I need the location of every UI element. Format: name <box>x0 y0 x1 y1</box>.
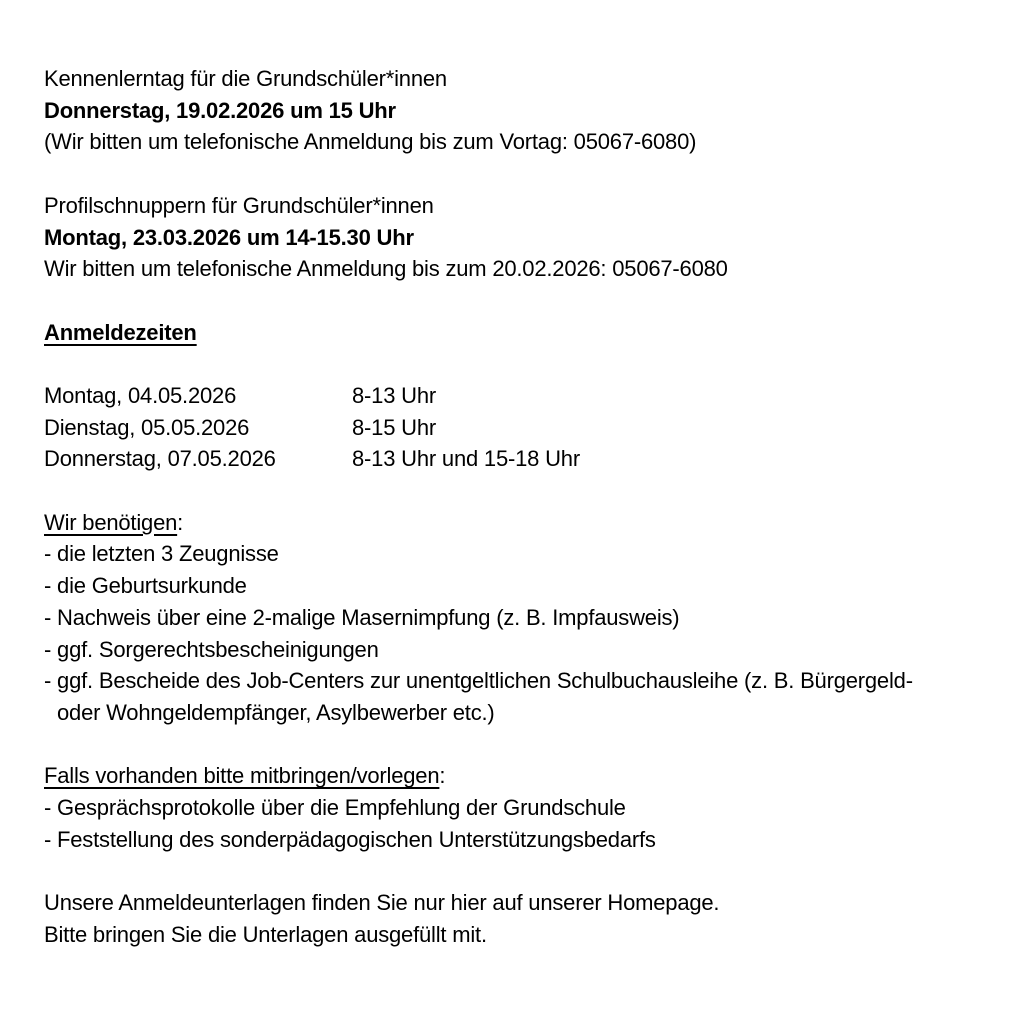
schedule-row <box>44 380 1024 412</box>
schedule-day: Dienstag, 05.05.2026 <box>44 414 250 440</box>
event-note: Wir bitten um telefonische Anmeldung bis zum 20.02.2026: 05067-6080 <box>44 256 728 282</box>
required-item: - ggf. Bescheide des Job-Centers zur unentgeltlichen Schulbuchausleihe (z. B. Bürgergeld- <box>44 668 913 694</box>
heading-text: Anmeldezeiten <box>44 319 197 345</box>
schedule-day: Donnerstag, 07.05.2026 <box>44 446 276 472</box>
event-title: Kennenlerntag für die Grundschüler*innen <box>44 66 447 91</box>
optional-item: - Gesprächsprotokolle über die Empfehlung der Grundschule <box>44 795 626 821</box>
required-documents-block <box>44 507 1024 729</box>
optional-documents-heading <box>44 760 1024 792</box>
event-block-profilschnuppern <box>44 190 1024 285</box>
optional-documents-block <box>44 760 1024 855</box>
required-item: - die Geburtsurkunde <box>44 573 247 599</box>
schedule-time: 8-13 Uhr <box>352 382 436 408</box>
event-datetime: Montag, 23.03.2026 um 14-15.30 Uhr <box>44 224 414 250</box>
schedule-row <box>44 412 1024 444</box>
required-item: - ggf. Sorgerechtsbescheinigungen <box>44 636 379 662</box>
schedule-time: 8-15 Uhr <box>352 414 436 440</box>
footer-line: Bitte bringen Sie die Unterlagen ausgefüllt mit. <box>44 921 487 947</box>
event-title: Profilschnuppern für Grundschüler*innen <box>44 192 434 218</box>
section-heading-anmeldezeiten <box>44 317 1024 349</box>
required-item: - die letzten 3 Zeugnisse <box>44 541 279 567</box>
required-item-continuation: oder Wohngeldempfänger, Asylbewerber etc.) <box>57 700 495 725</box>
schedule-time: 8-13 Uhr und 15-18 Uhr <box>352 446 580 472</box>
heading-text: Wir benötigen <box>44 509 178 535</box>
anmeldezeiten-heading-block <box>44 317 1024 349</box>
footer-note-block <box>44 887 1024 950</box>
event-block-kennenlerntag <box>44 63 1024 158</box>
heading-text: Falls vorhanden bitte mitbringen/vorlegen <box>44 763 440 789</box>
required-item: - Nachweis über eine 2-malige Masernimpfung (z. B. Impfausweis) <box>44 604 680 630</box>
event-note: (Wir bitten um telefonische Anmeldung bis zum Vortag: 05067-6080) <box>44 129 697 155</box>
heading-colon: : <box>439 763 446 789</box>
footer-line: Unsere Anmeldeunterlagen finden Sie nur hier auf unserer Homepage. <box>44 890 720 916</box>
schedule-day: Montag, 04.05.2026 <box>44 382 237 408</box>
optional-item: - Feststellung des sonderpädagogischen Unterstützungsbedarfs <box>44 826 656 852</box>
anmeldezeiten-schedule <box>44 380 1024 475</box>
heading-colon: : <box>177 509 184 535</box>
required-documents-heading <box>44 507 1024 539</box>
schedule-row <box>44 443 1024 475</box>
event-datetime: Donnerstag, 19.02.2026 um 15 Uhr <box>44 97 396 123</box>
